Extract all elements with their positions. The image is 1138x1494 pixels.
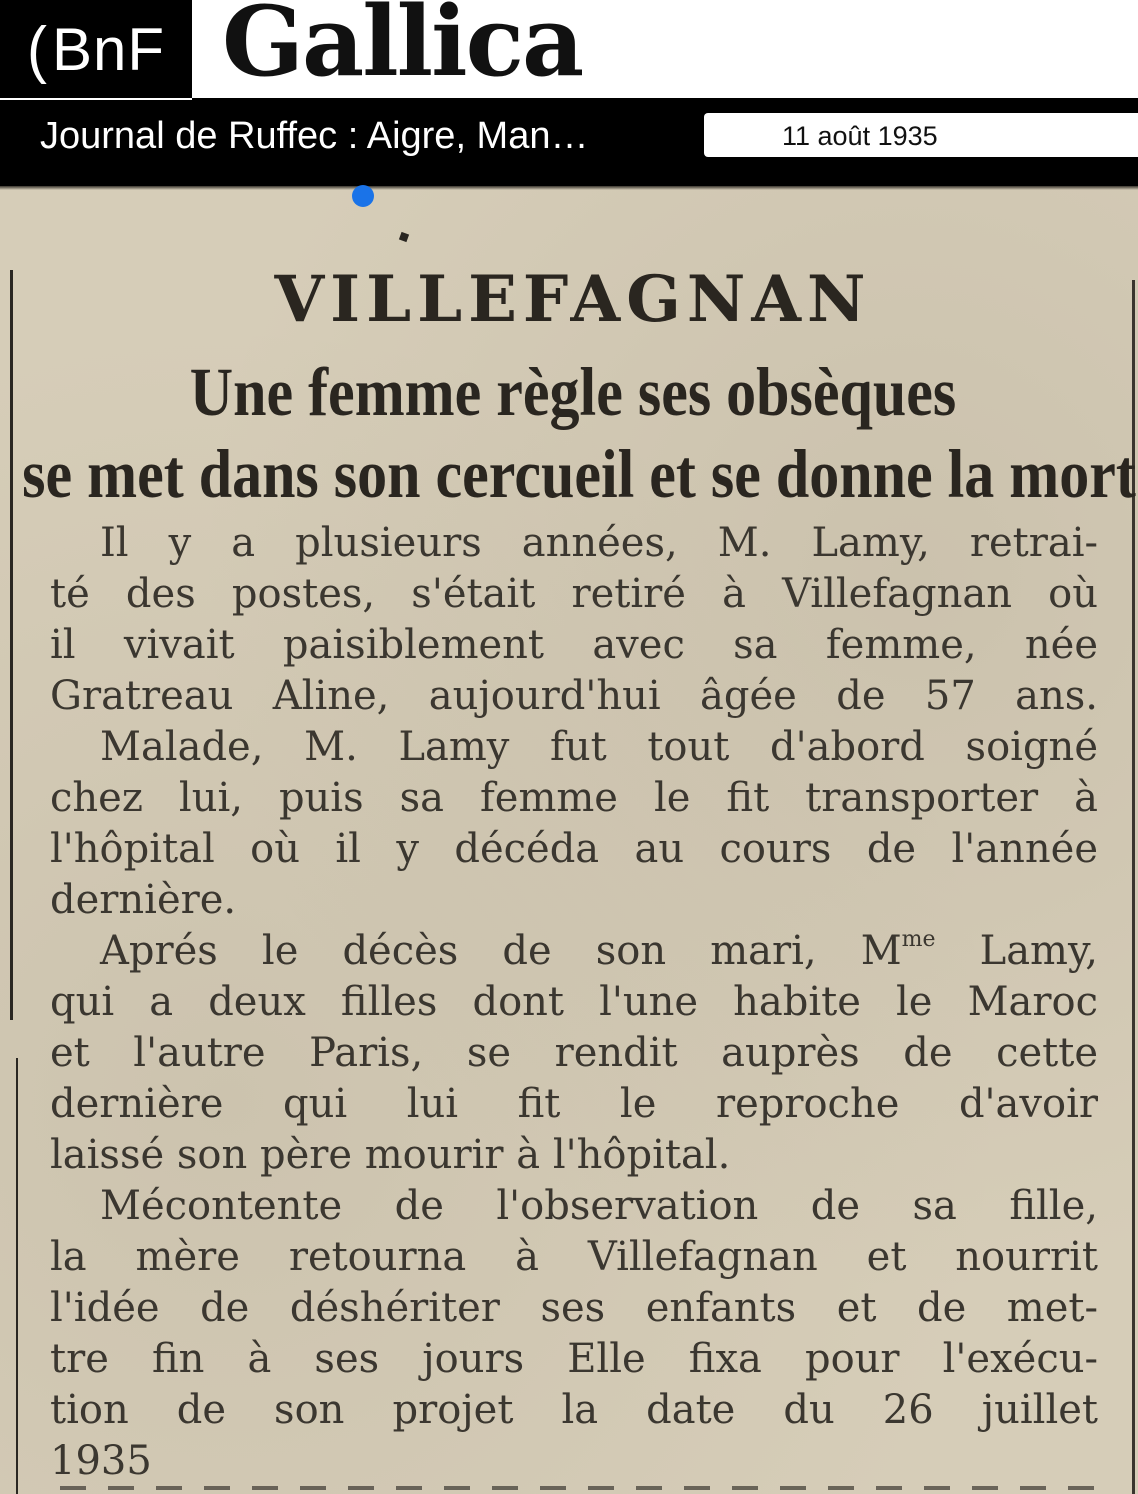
article-line-tail: Lamy,: [935, 928, 1098, 974]
bnf-logo[interactable]: [0, 0, 192, 98]
article-line: tre fin à ses jours Elle fixa pour l'exécu-: [50, 1336, 1098, 1382]
gallica-logo[interactable]: Gallica: [222, 0, 583, 98]
article-line: laissé son père mourir à l'hôpital.: [50, 1132, 731, 1178]
article-line: Mécontente de l'observation de sa fille,: [100, 1183, 1098, 1229]
article-line: l'idée de déshériter ses enfants et de met-: [50, 1285, 1098, 1331]
viewer-top-edge: [0, 186, 1138, 190]
article-line: chez lui, puis sa femme le fit transporter à: [50, 775, 1098, 821]
article-line: dernière.: [50, 877, 237, 923]
article-line: Malade, M. Lamy fut tout d'abord soigné: [100, 724, 1098, 770]
article-headline-line2: se met dans son cercueil et se donne la mort: [22, 435, 1136, 512]
article-body: [50, 518, 1098, 1487]
article-line-head: Aprés le décès de son mari, M: [100, 928, 902, 974]
article-line: tion de son projet la date du 26 juillet: [50, 1387, 1098, 1433]
article-line: il vivait paisiblement avec sa femme, née: [50, 622, 1098, 668]
date-selector[interactable]: 11 août 1935: [704, 113, 1138, 157]
article-line: [50, 926, 1098, 977]
article-line: l'hôpital où il y décéda au cours de l'année: [50, 826, 1098, 872]
page-progress-indicator[interactable]: [352, 185, 374, 207]
article-line: dernière qui lui fit le reproche d'avoir: [50, 1081, 1098, 1127]
article-line: qui a deux filles dont l'une habite le Maroc: [50, 979, 1098, 1025]
bnf-bracket-icon: (: [26, 13, 48, 85]
column-rule-left-lower: [16, 1058, 18, 1494]
bnf-logo-text: BnF: [51, 15, 166, 83]
article-line: Gratreau Aline, aujourd'hui âgée de 57 ans.: [50, 673, 1098, 719]
brand-bar: [0, 0, 1138, 100]
document-title[interactable]: Journal de Ruffec : Aigre, Man…: [40, 115, 589, 157]
article-line: 1935: [50, 1438, 152, 1484]
article-line: Il y a plusieurs années, M. Lamy, retrai-: [100, 520, 1098, 566]
mme-superscript: me: [901, 927, 936, 952]
article-line: la mère retourna à Villefagnan et nourrit: [50, 1234, 1098, 1280]
article-line: et l'autre Paris, se rendit auprès de cette: [50, 1030, 1098, 1076]
title-bar: [0, 100, 1138, 188]
cut-off-next-line: [60, 1478, 1100, 1492]
article-headline-line1: Une femme règle ses obsèques: [189, 353, 957, 430]
article-place-heading: VILLEFAGNAN: [274, 262, 872, 337]
article-line: té des postes, s'était retiré à Villefagnan où: [50, 571, 1098, 617]
